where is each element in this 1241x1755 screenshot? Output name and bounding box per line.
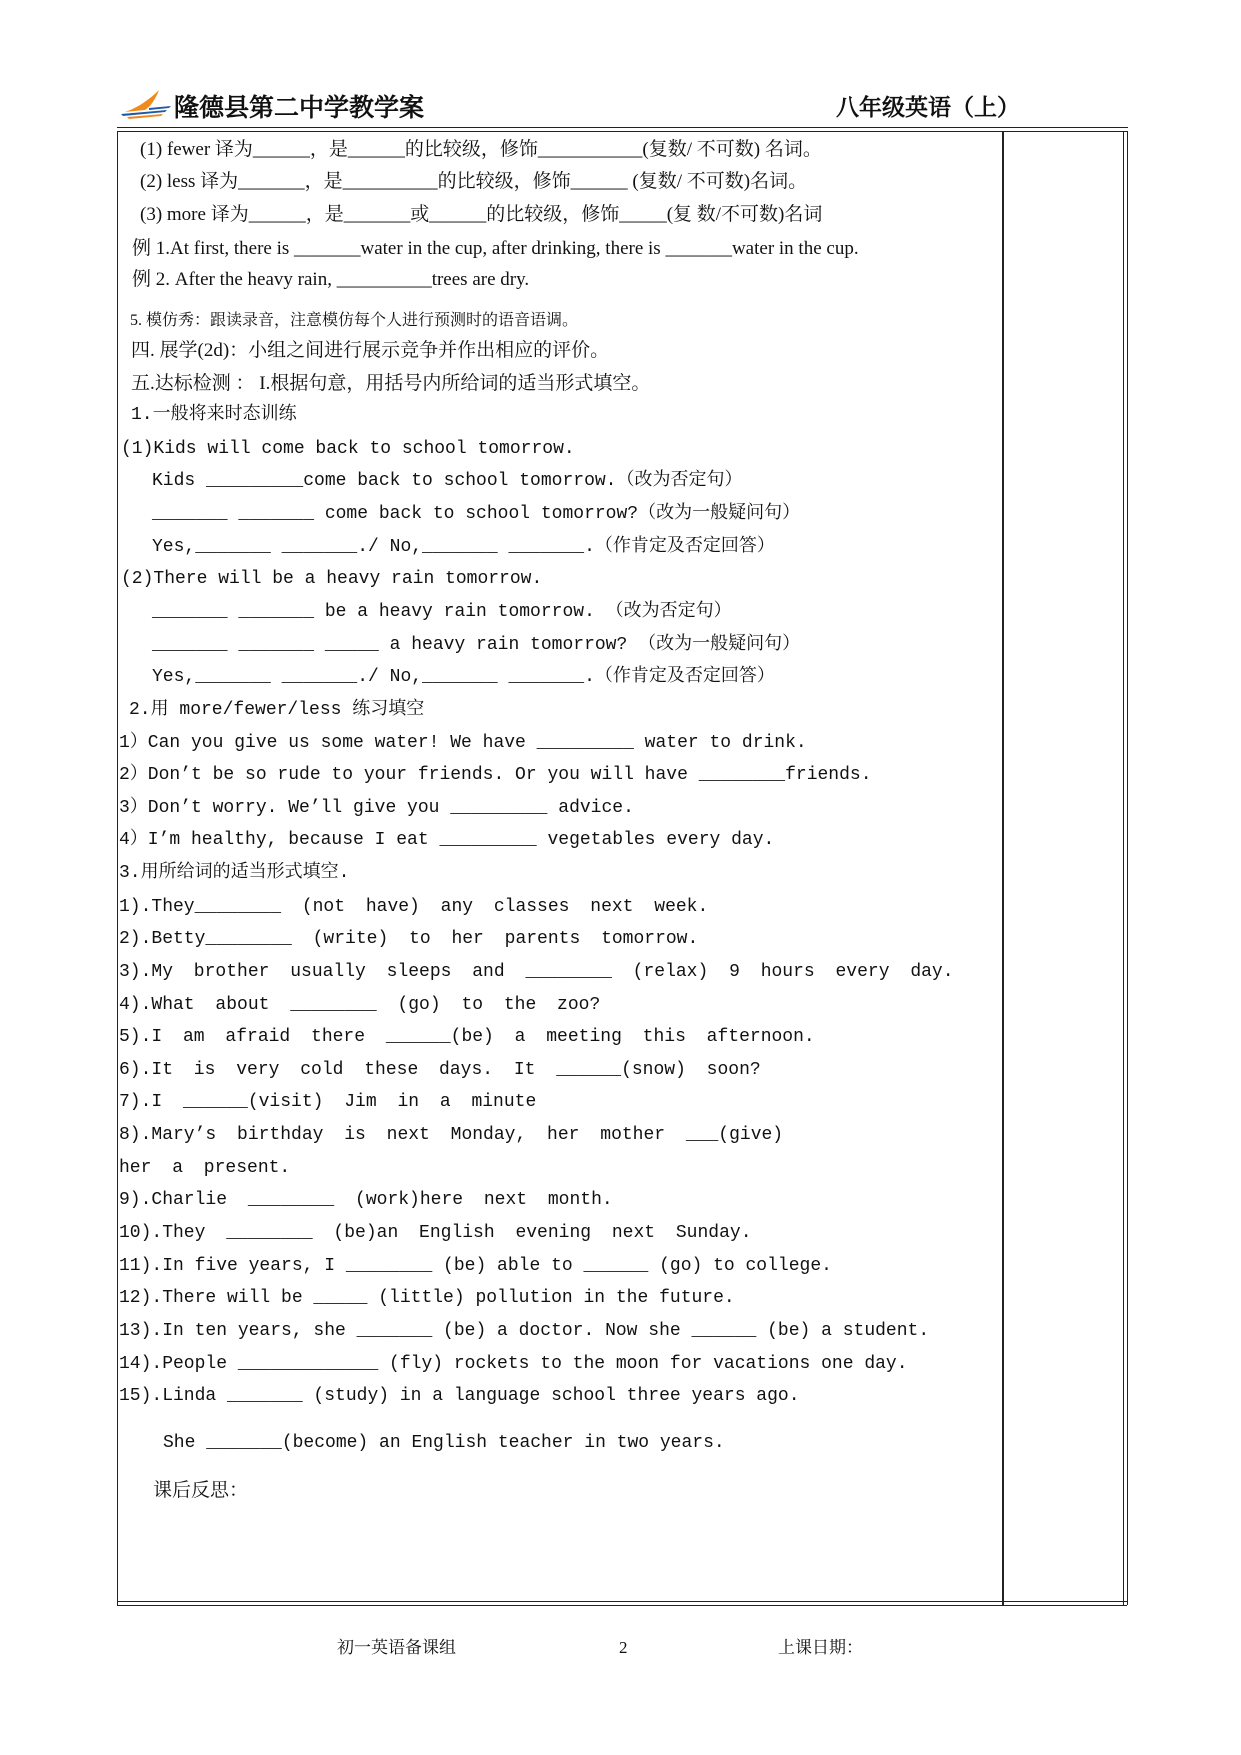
exercise-line: _______ _______ be a heavy rain tomorrow. （改为否定句） [152, 602, 732, 622]
exercise-line: 1）Can you give us some water! We have _________ water to drink. [119, 733, 807, 753]
exercise-line: 4).What about ________ (go) to the zoo? [119, 995, 601, 1015]
exercise-line: 2).Betty________ (write) to her parents tomorrow. [119, 929, 699, 949]
example-1: 例 1.At first, there is _______water in the cup, after drinking, there is _______water in the cup. [132, 238, 859, 259]
comparative-fewer: (1) fewer 译为______，是______的比较级，修饰___________(复数/ 不可数) 名词。 [140, 139, 822, 160]
comparative-more: (3) more 译为______，是_______或______的比较级，修饰_____(复 数/不可数)名词 [140, 204, 823, 225]
table-left-border [117, 131, 118, 1605]
exercise-line: 11).In five years, I ________ (be) able to ______ (go) to college. [119, 1256, 832, 1276]
section2-title: 2.用 more/fewer/less 练习填空 [129, 700, 425, 720]
exercise-line: Kids _________come back to school tomorrow.（改为否定句） [152, 471, 743, 491]
exercise-line: 12).There will be _____ (little) pollution in the future. [119, 1288, 735, 1308]
school-logo [119, 88, 173, 120]
table-top-border [117, 131, 1128, 132]
exercise-line: 3).My brother usually sleeps and ________ (relax) 9 hours every day. [119, 962, 954, 982]
exercise-line: Yes,_______ _______./ No,_______ _______.（作肯定及否定回答） [152, 537, 775, 557]
section1-title: 1.一般将来时态训练 [131, 405, 297, 425]
page-number: 2 [619, 1638, 628, 1657]
exercise-line: 4）I’m healthy, because I eat _________ vegetables every day. [119, 830, 775, 850]
exercise-line: _______ _______ _____ a heavy rain tomorrow? （改为一般疑问句） [152, 635, 801, 655]
imitation-step: 5. 模仿秀：跟读录音，注意模仿每个人进行预测时的语音语调。 [130, 312, 579, 329]
exercise-line: (1)Kids will come back to school tomorrow. [121, 439, 575, 459]
footer-date-label: 上课日期： [778, 1638, 863, 1657]
section3-title: 3.用所给词的适当形式填空. [119, 863, 350, 883]
table-right-border [1123, 131, 1128, 1605]
exercise-line: 9).Charlie ________ (work)here next month. [119, 1190, 613, 1210]
exercise-line: 1).They________ (not have) any classes next week. [119, 897, 709, 917]
footer-group: 初一英语备课组 [337, 1638, 456, 1657]
example-2: 例 2. After the heavy rain, __________trees are dry. [132, 269, 530, 290]
exercise-line: (2)There will be a heavy rain tomorrow. [121, 569, 543, 589]
assessment-heading: 五.达标检测 ： I.根据句意，用括号内所给词的适当形式填空。 [131, 373, 651, 394]
exercise-line: 10).They ________ (be)an English evening next Sunday. [119, 1223, 752, 1243]
exercise-line: 8).Mary’s birthday is next Monday, her mother ___(give) [119, 1125, 784, 1145]
exercise-line: 15).Linda _______ (study) in a language school three years ago. [119, 1386, 800, 1406]
extra-exercise: She _______(become) an English teacher in two years. [163, 1433, 725, 1453]
exercise-line: 2）Don’t be so rude to your friends. Or you will have ________friends. [119, 765, 872, 785]
exercise-line: 14).People _____________ (fly) rockets to the moon for vacations one day. [119, 1354, 908, 1374]
exercise-line: 7).I ______(visit) Jim in a minute [119, 1092, 537, 1112]
header-rule [117, 127, 1128, 128]
exercise-line: Yes,_______ _______./ No,_______ _______.（作肯定及否定回答） [152, 667, 775, 687]
exercise-line: 6).It is very cold these days. It ______(snow) soon? [119, 1060, 761, 1080]
school-title: 隆德县第二中学教学案 [174, 93, 425, 122]
table-bottom-border [117, 1601, 1127, 1606]
exercise-line: 13).In ten years, she _______ (be) a doctor. Now she ______ (be) a student. [119, 1321, 930, 1341]
exercise-line: _______ _______ come back to school tomorrow?（改为一般疑问句） [152, 504, 801, 524]
comparative-less: (2) less 译为_______，是__________的比较级，修饰______ (复数/ 不可数)名词。 [140, 171, 808, 192]
table-column-divider [1002, 131, 1004, 1605]
exercise-line: 5).I am afraid there ______(be) a meeting this afternoon. [119, 1027, 815, 1047]
display-step: 四. 展学(2d)：小组之间进行展示竞争并作出相应的评价。 [131, 340, 610, 361]
course-subject: 八年级英语（上） [836, 94, 1020, 121]
reflection-label: 课后反思： [153, 1480, 249, 1501]
exercise-line: 3）Don’t worry. We’ll give you _________ advice. [119, 798, 634, 818]
exercise-line: her a present. [119, 1158, 291, 1178]
